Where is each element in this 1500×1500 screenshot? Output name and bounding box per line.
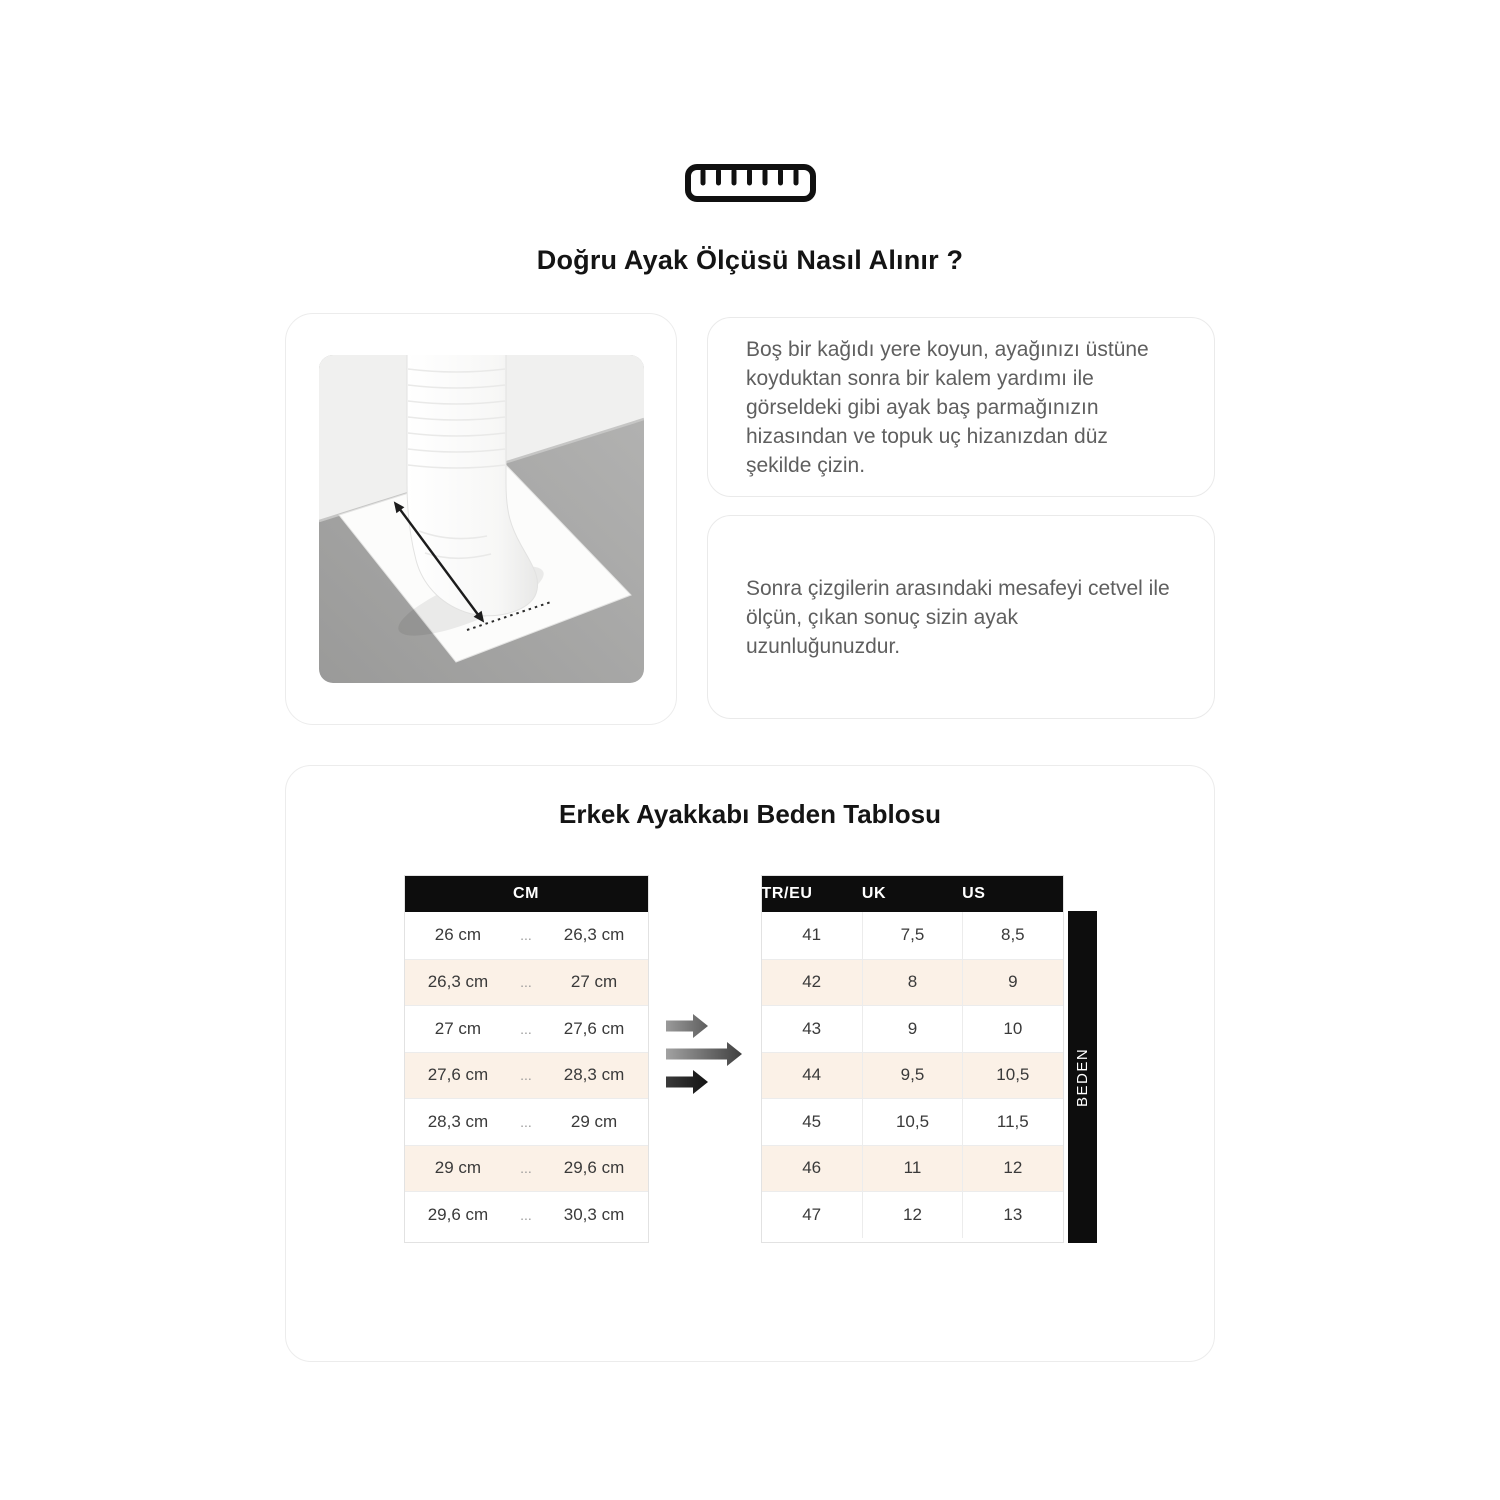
table-row: 27,6 cm ... 28,3 cm	[405, 1052, 648, 1099]
header-tr-eu: TR/EU	[761, 885, 813, 902]
header-us: US	[962, 885, 986, 902]
size-table-title: Erkek Ayakkabı Beden Tablosu	[559, 799, 941, 829]
table-row: 45 10,5 11,5	[762, 1098, 1063, 1145]
instruction-card-2	[707, 515, 1215, 719]
table-row: 28,3 cm ... 29 cm	[405, 1098, 648, 1145]
tables-row	[286, 875, 1214, 1243]
instruction-cards	[707, 317, 1215, 725]
how-to-section	[285, 313, 1215, 725]
table-row: 46 11 12	[762, 1145, 1063, 1192]
header-uk: UK	[861, 885, 887, 902]
beden-sidebar-label: BEDEN	[1068, 911, 1097, 1243]
size-table-card	[285, 765, 1215, 1362]
table-row: 44 9,5 10,5	[762, 1052, 1063, 1099]
table-row: 29 cm ... 29,6 cm	[405, 1145, 648, 1192]
photo-card	[285, 313, 677, 725]
table-row: 27 cm ... 27,6 cm	[405, 1005, 648, 1052]
instruction-text-2: Sonra çizgilerin arasındaki mesafeyi cetvel ile ölçün, çıkan sonuç sizin ayak uzunluğunuzdur.	[746, 576, 1170, 658]
conversion-table-header	[762, 876, 1063, 912]
cm-table-header: CM	[405, 876, 648, 912]
table-row: 47 12 13	[762, 1191, 1063, 1238]
ruler-icon	[684, 163, 817, 203]
table-row: 43 9 10	[762, 1005, 1063, 1052]
page	[285, 0, 1215, 1362]
transfer-arrows-icon	[666, 1012, 744, 1102]
page-title: Doğru Ayak Ölçüsü Nasıl Alınır ?	[536, 245, 964, 275]
conversion-group	[761, 875, 1097, 1243]
foot-measure-photo	[319, 355, 644, 683]
instruction-card-1	[707, 317, 1215, 497]
foot-measurement-illustration	[319, 355, 644, 683]
conversion-table	[761, 875, 1064, 1243]
transfer-arrows	[666, 875, 744, 1243]
table-row: 29,6 cm ... 30,3 cm	[405, 1191, 648, 1238]
instruction-text-1: Boş bir kağıdı yere koyun, ayağınızı üstüne koyduktan sonra bir kalem yardımı ile görseldeki gibi ayak baş parmağınızın hizasından ve topuk uç hizanızdan düz şekilde çizin.	[746, 337, 1149, 477]
table-row: 42 8 9	[762, 959, 1063, 1006]
cm-table-body	[405, 912, 648, 1238]
table-row: 26,3 cm ... 27 cm	[405, 959, 648, 1006]
table-row: 26 cm ... 26,3 cm	[405, 912, 648, 959]
cm-table	[404, 875, 649, 1243]
table-row: 41 7,5 8,5	[762, 912, 1063, 959]
conversion-table-body	[762, 912, 1063, 1238]
